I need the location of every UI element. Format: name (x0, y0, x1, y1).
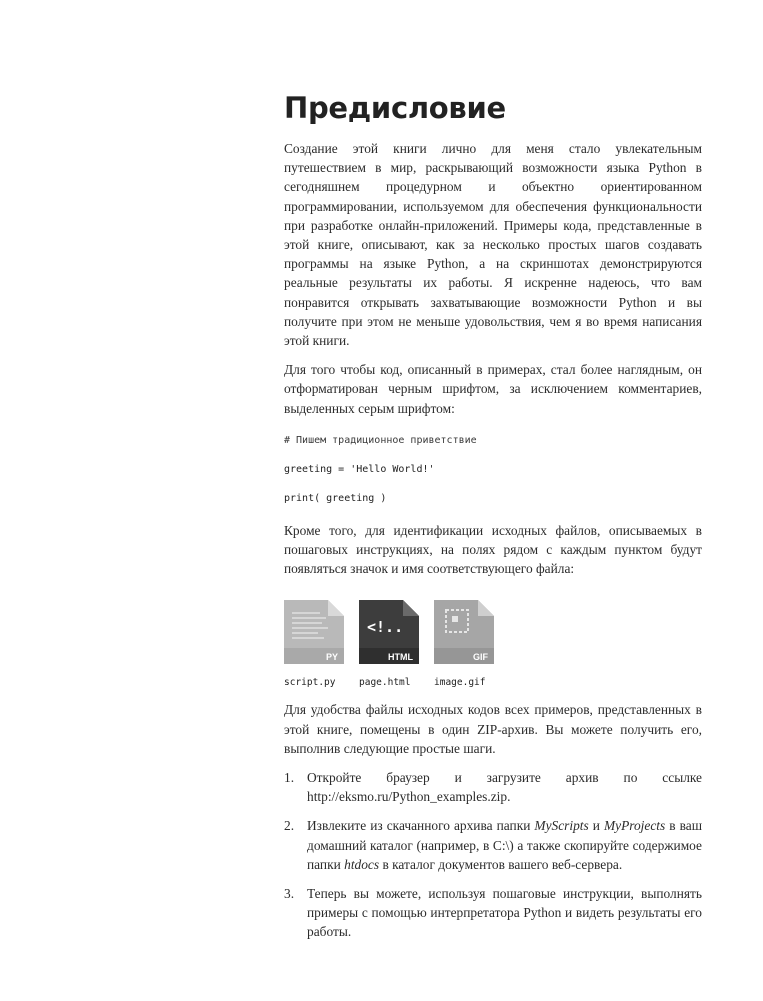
code-example (284, 434, 702, 505)
html-file-icon (359, 600, 419, 664)
gif-file-icon (434, 600, 494, 664)
list-number: 2. (284, 818, 295, 834)
list-item (284, 884, 702, 942)
page-title: Предисловие (284, 91, 506, 125)
list-number: 3. (284, 886, 295, 902)
file-badge: PY (325, 652, 338, 663)
list-item (284, 816, 702, 874)
file-glyph: <!.. (367, 618, 404, 637)
list-text: Откройте браузер и загрузите архив по ссылке http://eksmo.ru/Python_examples.zip. (307, 770, 702, 805)
list-text: Теперь вы можете, используя пошаговые инструкции, выполнять примеры с помощью интерпретатора Python и видеть результаты его работы. (307, 886, 702, 940)
file-icons-row (284, 600, 702, 688)
paragraph-archive: Для удобства файлы исходных кодов всех примеров, представленных в этой книге, помещены в один ZIP-архив. Вы можете получить его, выполнив следующие простые шаги. (284, 702, 702, 756)
file-name: image.gif (434, 677, 486, 689)
file-badge: GIF (473, 652, 488, 663)
file-name: script.py (284, 677, 336, 689)
file-badge: HTML (388, 652, 413, 663)
list-number: 1. (284, 770, 295, 786)
steps-list (284, 768, 702, 942)
file-item (434, 600, 494, 688)
code-comment: # Пишем традиционное приветствие (284, 434, 477, 446)
file-item (284, 600, 344, 688)
list-item (284, 768, 702, 806)
python-file-icon (284, 600, 344, 664)
file-name: page.html (359, 677, 411, 689)
file-item (359, 600, 419, 688)
paragraph-formatting: Для того чтобы код, описанный в примерах, стал более наглядным, он отформатирован черным шрифтом, за исключением комментариев, выделенных серым шрифтом: (284, 362, 702, 416)
paragraph-icons-intro: Кроме того, для идентификации исходных файлов, описываемых в пошаговых инструкциях, на полях рядом с каждым пунктом будут появляться значок и имя соответствующего файла: (284, 522, 702, 577)
paragraph-intro: Создание этой книги лично для меня стало увлекательным путешествием в мир, раскрывающий возможности языка Python в сегодняшнем процедурном и объектно ориентированном программировании, используемом для обеспечения функциональности при разработке онлайн-приложений. Примеры кода, представленные в этой книге, описывают, как за несколько простых шагов создавать программы на языке Python, а на скриншотах демонстрируются реальные результаты их работы. Я искренне надеюсь, что вам понравится открывать захватывающие возможности Python и вы получите при этом не меньше удовольствия, чем я во время написания этой книги. (284, 141, 702, 349)
list-text: Извлеките из скачанного архива папки MyScripts и MyProjects в ваш домашний каталог (например, в C:\) а также скопируйте содержимое папки htdocs в каталог документов вашего веб-сервера. (307, 818, 703, 872)
code-line: greeting = 'Hello World!' (284, 463, 435, 475)
page-content (284, 90, 702, 942)
code-line: print( greeting ) (284, 492, 387, 504)
